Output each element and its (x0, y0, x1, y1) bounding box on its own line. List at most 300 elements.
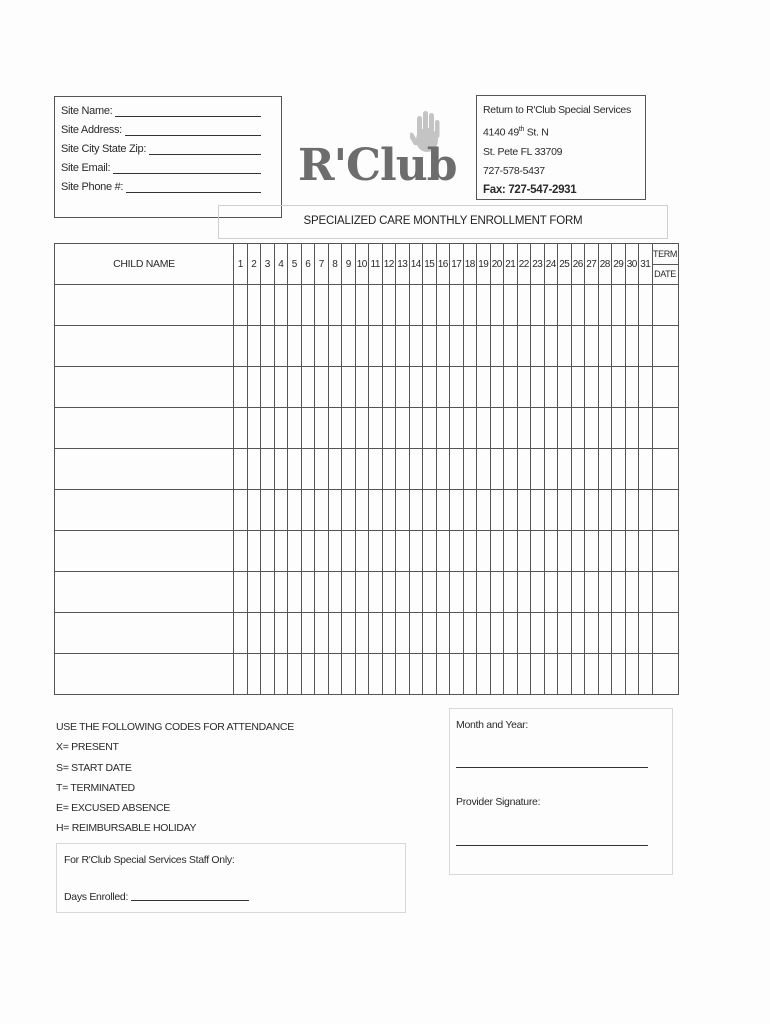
site-name-field[interactable] (115, 116, 261, 117)
attendance-cell-day-13[interactable] (396, 490, 410, 531)
term-date-cell[interactable] (652, 326, 678, 367)
attendance-cell-day-8[interactable] (328, 654, 342, 695)
attendance-cell-day-23[interactable] (531, 531, 545, 572)
attendance-cell-day-27[interactable] (585, 490, 599, 531)
attendance-cell-day-5[interactable] (288, 449, 302, 490)
term-date-cell[interactable] (652, 449, 678, 490)
attendance-cell-day-30[interactable] (625, 490, 639, 531)
attendance-cell-day-1[interactable] (234, 367, 248, 408)
child-name-cell[interactable] (55, 572, 234, 613)
attendance-cell-day-13[interactable] (396, 572, 410, 613)
attendance-cell-day-26[interactable] (571, 572, 585, 613)
attendance-cell-day-11[interactable] (369, 654, 383, 695)
attendance-cell-day-17[interactable] (450, 490, 464, 531)
attendance-cell-day-6[interactable] (301, 326, 315, 367)
attendance-cell-day-6[interactable] (301, 572, 315, 613)
site-phone-field[interactable] (126, 192, 261, 193)
attendance-cell-day-20[interactable] (490, 572, 504, 613)
attendance-cell-day-30[interactable] (625, 572, 639, 613)
attendance-cell-day-4[interactable] (274, 531, 288, 572)
attendance-cell-day-10[interactable] (355, 326, 369, 367)
term-date-cell[interactable] (652, 408, 678, 449)
attendance-cell-day-16[interactable] (436, 572, 450, 613)
attendance-cell-day-9[interactable] (342, 408, 356, 449)
attendance-cell-day-25[interactable] (558, 326, 572, 367)
attendance-cell-day-14[interactable] (409, 285, 423, 326)
attendance-cell-day-6[interactable] (301, 449, 315, 490)
attendance-cell-day-17[interactable] (450, 408, 464, 449)
attendance-cell-day-9[interactable] (342, 531, 356, 572)
days-enrolled-field[interactable] (131, 900, 249, 901)
attendance-cell-day-15[interactable] (423, 572, 437, 613)
attendance-cell-day-10[interactable] (355, 490, 369, 531)
attendance-cell-day-25[interactable] (558, 572, 572, 613)
attendance-cell-day-29[interactable] (612, 531, 626, 572)
attendance-cell-day-2[interactable] (247, 572, 261, 613)
attendance-cell-day-28[interactable] (598, 408, 612, 449)
attendance-cell-day-3[interactable] (261, 285, 275, 326)
attendance-cell-day-10[interactable] (355, 531, 369, 572)
attendance-cell-day-4[interactable] (274, 572, 288, 613)
attendance-cell-day-10[interactable] (355, 285, 369, 326)
attendance-cell-day-8[interactable] (328, 408, 342, 449)
attendance-cell-day-2[interactable] (247, 654, 261, 695)
attendance-cell-day-23[interactable] (531, 367, 545, 408)
attendance-cell-day-15[interactable] (423, 285, 437, 326)
attendance-cell-day-20[interactable] (490, 326, 504, 367)
attendance-cell-day-12[interactable] (382, 367, 396, 408)
attendance-cell-day-9[interactable] (342, 572, 356, 613)
attendance-cell-day-28[interactable] (598, 613, 612, 654)
attendance-cell-day-20[interactable] (490, 654, 504, 695)
attendance-cell-day-28[interactable] (598, 654, 612, 695)
attendance-cell-day-12[interactable] (382, 449, 396, 490)
attendance-cell-day-30[interactable] (625, 367, 639, 408)
attendance-cell-day-18[interactable] (463, 654, 477, 695)
attendance-cell-day-9[interactable] (342, 490, 356, 531)
attendance-cell-day-7[interactable] (315, 654, 329, 695)
attendance-cell-day-16[interactable] (436, 613, 450, 654)
attendance-cell-day-2[interactable] (247, 613, 261, 654)
attendance-cell-day-19[interactable] (477, 531, 491, 572)
attendance-cell-day-5[interactable] (288, 408, 302, 449)
attendance-cell-day-20[interactable] (490, 490, 504, 531)
attendance-cell-day-4[interactable] (274, 326, 288, 367)
attendance-cell-day-2[interactable] (247, 490, 261, 531)
site-address-field[interactable] (125, 135, 261, 136)
attendance-cell-day-5[interactable] (288, 531, 302, 572)
attendance-cell-day-18[interactable] (463, 408, 477, 449)
attendance-cell-day-28[interactable] (598, 572, 612, 613)
attendance-cell-day-10[interactable] (355, 408, 369, 449)
attendance-cell-day-5[interactable] (288, 613, 302, 654)
attendance-cell-day-23[interactable] (531, 613, 545, 654)
attendance-cell-day-6[interactable] (301, 654, 315, 695)
attendance-cell-day-31[interactable] (639, 531, 653, 572)
attendance-cell-day-29[interactable] (612, 408, 626, 449)
attendance-cell-day-31[interactable] (639, 449, 653, 490)
attendance-cell-day-11[interactable] (369, 367, 383, 408)
attendance-cell-day-8[interactable] (328, 285, 342, 326)
child-name-cell[interactable] (55, 613, 234, 654)
attendance-cell-day-24[interactable] (544, 572, 558, 613)
attendance-cell-day-27[interactable] (585, 367, 599, 408)
attendance-cell-day-18[interactable] (463, 490, 477, 531)
attendance-cell-day-13[interactable] (396, 285, 410, 326)
attendance-cell-day-4[interactable] (274, 490, 288, 531)
attendance-cell-day-8[interactable] (328, 490, 342, 531)
attendance-cell-day-12[interactable] (382, 285, 396, 326)
attendance-cell-day-3[interactable] (261, 367, 275, 408)
attendance-cell-day-20[interactable] (490, 408, 504, 449)
attendance-cell-day-16[interactable] (436, 285, 450, 326)
attendance-cell-day-10[interactable] (355, 572, 369, 613)
attendance-cell-day-11[interactable] (369, 408, 383, 449)
attendance-cell-day-20[interactable] (490, 531, 504, 572)
attendance-cell-day-18[interactable] (463, 531, 477, 572)
attendance-cell-day-30[interactable] (625, 408, 639, 449)
attendance-cell-day-19[interactable] (477, 613, 491, 654)
attendance-cell-day-4[interactable] (274, 449, 288, 490)
attendance-cell-day-9[interactable] (342, 326, 356, 367)
attendance-cell-day-15[interactable] (423, 613, 437, 654)
attendance-cell-day-12[interactable] (382, 490, 396, 531)
attendance-cell-day-22[interactable] (517, 326, 531, 367)
attendance-cell-day-1[interactable] (234, 531, 248, 572)
attendance-cell-day-28[interactable] (598, 285, 612, 326)
attendance-cell-day-7[interactable] (315, 367, 329, 408)
attendance-cell-day-28[interactable] (598, 326, 612, 367)
attendance-cell-day-14[interactable] (409, 572, 423, 613)
attendance-cell-day-11[interactable] (369, 285, 383, 326)
attendance-cell-day-19[interactable] (477, 408, 491, 449)
attendance-cell-day-22[interactable] (517, 531, 531, 572)
attendance-cell-day-27[interactable] (585, 326, 599, 367)
attendance-cell-day-8[interactable] (328, 572, 342, 613)
attendance-cell-day-19[interactable] (477, 490, 491, 531)
attendance-cell-day-24[interactable] (544, 490, 558, 531)
attendance-cell-day-19[interactable] (477, 449, 491, 490)
attendance-cell-day-7[interactable] (315, 613, 329, 654)
attendance-cell-day-2[interactable] (247, 531, 261, 572)
attendance-cell-day-30[interactable] (625, 326, 639, 367)
attendance-cell-day-2[interactable] (247, 285, 261, 326)
attendance-cell-day-5[interactable] (288, 572, 302, 613)
attendance-cell-day-31[interactable] (639, 572, 653, 613)
attendance-cell-day-8[interactable] (328, 449, 342, 490)
attendance-cell-day-31[interactable] (639, 490, 653, 531)
attendance-cell-day-13[interactable] (396, 449, 410, 490)
attendance-cell-day-17[interactable] (450, 326, 464, 367)
attendance-cell-day-27[interactable] (585, 449, 599, 490)
attendance-cell-day-12[interactable] (382, 408, 396, 449)
attendance-cell-day-23[interactable] (531, 326, 545, 367)
attendance-cell-day-14[interactable] (409, 326, 423, 367)
attendance-cell-day-14[interactable] (409, 490, 423, 531)
attendance-cell-day-5[interactable] (288, 490, 302, 531)
attendance-cell-day-7[interactable] (315, 285, 329, 326)
attendance-cell-day-3[interactable] (261, 531, 275, 572)
attendance-cell-day-13[interactable] (396, 531, 410, 572)
attendance-cell-day-12[interactable] (382, 531, 396, 572)
attendance-cell-day-1[interactable] (234, 613, 248, 654)
child-name-cell[interactable] (55, 326, 234, 367)
attendance-cell-day-21[interactable] (504, 285, 518, 326)
attendance-cell-day-26[interactable] (571, 367, 585, 408)
attendance-cell-day-22[interactable] (517, 408, 531, 449)
attendance-cell-day-4[interactable] (274, 367, 288, 408)
site-city-state-zip-field[interactable] (149, 154, 261, 155)
attendance-cell-day-2[interactable] (247, 449, 261, 490)
attendance-cell-day-29[interactable] (612, 449, 626, 490)
attendance-cell-day-18[interactable] (463, 449, 477, 490)
attendance-cell-day-30[interactable] (625, 531, 639, 572)
child-name-cell[interactable] (55, 490, 234, 531)
attendance-cell-day-4[interactable] (274, 408, 288, 449)
attendance-cell-day-29[interactable] (612, 654, 626, 695)
attendance-cell-day-3[interactable] (261, 613, 275, 654)
attendance-cell-day-15[interactable] (423, 531, 437, 572)
term-date-cell[interactable] (652, 367, 678, 408)
attendance-cell-day-15[interactable] (423, 654, 437, 695)
attendance-cell-day-17[interactable] (450, 449, 464, 490)
attendance-cell-day-18[interactable] (463, 285, 477, 326)
attendance-cell-day-26[interactable] (571, 531, 585, 572)
attendance-cell-day-8[interactable] (328, 367, 342, 408)
attendance-cell-day-2[interactable] (247, 326, 261, 367)
attendance-cell-day-26[interactable] (571, 449, 585, 490)
child-name-cell[interactable] (55, 285, 234, 326)
attendance-cell-day-7[interactable] (315, 531, 329, 572)
attendance-cell-day-2[interactable] (247, 367, 261, 408)
provider-signature-field[interactable] (456, 845, 648, 846)
attendance-cell-day-22[interactable] (517, 654, 531, 695)
attendance-cell-day-29[interactable] (612, 490, 626, 531)
attendance-cell-day-15[interactable] (423, 367, 437, 408)
attendance-cell-day-22[interactable] (517, 285, 531, 326)
attendance-cell-day-3[interactable] (261, 490, 275, 531)
attendance-cell-day-13[interactable] (396, 613, 410, 654)
attendance-cell-day-21[interactable] (504, 613, 518, 654)
attendance-cell-day-31[interactable] (639, 654, 653, 695)
attendance-cell-day-12[interactable] (382, 572, 396, 613)
attendance-cell-day-30[interactable] (625, 285, 639, 326)
attendance-cell-day-21[interactable] (504, 367, 518, 408)
attendance-cell-day-31[interactable] (639, 326, 653, 367)
attendance-cell-day-9[interactable] (342, 285, 356, 326)
attendance-cell-day-6[interactable] (301, 490, 315, 531)
attendance-cell-day-1[interactable] (234, 490, 248, 531)
attendance-cell-day-13[interactable] (396, 326, 410, 367)
attendance-cell-day-15[interactable] (423, 449, 437, 490)
attendance-cell-day-25[interactable] (558, 531, 572, 572)
attendance-cell-day-4[interactable] (274, 613, 288, 654)
attendance-cell-day-9[interactable] (342, 449, 356, 490)
attendance-cell-day-7[interactable] (315, 449, 329, 490)
attendance-cell-day-29[interactable] (612, 572, 626, 613)
attendance-cell-day-16[interactable] (436, 449, 450, 490)
attendance-cell-day-15[interactable] (423, 408, 437, 449)
attendance-cell-day-19[interactable] (477, 654, 491, 695)
attendance-cell-day-1[interactable] (234, 408, 248, 449)
attendance-cell-day-23[interactable] (531, 285, 545, 326)
attendance-cell-day-14[interactable] (409, 654, 423, 695)
attendance-cell-day-6[interactable] (301, 408, 315, 449)
attendance-cell-day-26[interactable] (571, 654, 585, 695)
attendance-cell-day-17[interactable] (450, 572, 464, 613)
attendance-cell-day-27[interactable] (585, 572, 599, 613)
attendance-cell-day-17[interactable] (450, 285, 464, 326)
attendance-cell-day-25[interactable] (558, 408, 572, 449)
attendance-cell-day-25[interactable] (558, 613, 572, 654)
attendance-cell-day-26[interactable] (571, 326, 585, 367)
attendance-cell-day-22[interactable] (517, 449, 531, 490)
attendance-cell-day-17[interactable] (450, 367, 464, 408)
attendance-cell-day-23[interactable] (531, 654, 545, 695)
attendance-cell-day-15[interactable] (423, 490, 437, 531)
attendance-cell-day-21[interactable] (504, 326, 518, 367)
attendance-cell-day-16[interactable] (436, 408, 450, 449)
attendance-cell-day-21[interactable] (504, 572, 518, 613)
attendance-cell-day-24[interactable] (544, 531, 558, 572)
child-name-cell[interactable] (55, 408, 234, 449)
attendance-cell-day-28[interactable] (598, 531, 612, 572)
attendance-cell-day-18[interactable] (463, 613, 477, 654)
attendance-cell-day-28[interactable] (598, 490, 612, 531)
attendance-cell-day-7[interactable] (315, 490, 329, 531)
attendance-cell-day-24[interactable] (544, 449, 558, 490)
attendance-cell-day-14[interactable] (409, 408, 423, 449)
attendance-cell-day-21[interactable] (504, 490, 518, 531)
attendance-cell-day-1[interactable] (234, 572, 248, 613)
attendance-cell-day-29[interactable] (612, 367, 626, 408)
attendance-cell-day-12[interactable] (382, 326, 396, 367)
attendance-cell-day-14[interactable] (409, 367, 423, 408)
attendance-cell-day-24[interactable] (544, 613, 558, 654)
attendance-cell-day-21[interactable] (504, 531, 518, 572)
attendance-cell-day-25[interactable] (558, 490, 572, 531)
attendance-cell-day-5[interactable] (288, 367, 302, 408)
attendance-cell-day-11[interactable] (369, 531, 383, 572)
attendance-cell-day-27[interactable] (585, 531, 599, 572)
attendance-cell-day-31[interactable] (639, 613, 653, 654)
attendance-cell-day-14[interactable] (409, 531, 423, 572)
attendance-cell-day-18[interactable] (463, 326, 477, 367)
attendance-cell-day-20[interactable] (490, 285, 504, 326)
attendance-cell-day-18[interactable] (463, 367, 477, 408)
child-name-cell[interactable] (55, 367, 234, 408)
attendance-cell-day-25[interactable] (558, 654, 572, 695)
attendance-cell-day-31[interactable] (639, 367, 653, 408)
attendance-cell-day-9[interactable] (342, 367, 356, 408)
attendance-cell-day-24[interactable] (544, 408, 558, 449)
attendance-cell-day-23[interactable] (531, 408, 545, 449)
attendance-cell-day-30[interactable] (625, 449, 639, 490)
attendance-cell-day-16[interactable] (436, 490, 450, 531)
attendance-cell-day-30[interactable] (625, 613, 639, 654)
attendance-cell-day-12[interactable] (382, 613, 396, 654)
attendance-cell-day-6[interactable] (301, 531, 315, 572)
attendance-cell-day-2[interactable] (247, 408, 261, 449)
attendance-cell-day-28[interactable] (598, 367, 612, 408)
attendance-cell-day-16[interactable] (436, 531, 450, 572)
attendance-cell-day-8[interactable] (328, 613, 342, 654)
term-date-cell[interactable] (652, 531, 678, 572)
attendance-cell-day-3[interactable] (261, 326, 275, 367)
attendance-cell-day-29[interactable] (612, 326, 626, 367)
attendance-cell-day-11[interactable] (369, 326, 383, 367)
attendance-cell-day-3[interactable] (261, 572, 275, 613)
attendance-cell-day-25[interactable] (558, 449, 572, 490)
attendance-cell-day-11[interactable] (369, 490, 383, 531)
term-date-cell[interactable] (652, 572, 678, 613)
attendance-cell-day-3[interactable] (261, 654, 275, 695)
attendance-cell-day-27[interactable] (585, 408, 599, 449)
attendance-cell-day-19[interactable] (477, 285, 491, 326)
attendance-cell-day-8[interactable] (328, 326, 342, 367)
attendance-cell-day-5[interactable] (288, 326, 302, 367)
attendance-cell-day-29[interactable] (612, 613, 626, 654)
attendance-cell-day-20[interactable] (490, 613, 504, 654)
attendance-cell-day-31[interactable] (639, 408, 653, 449)
attendance-cell-day-30[interactable] (625, 654, 639, 695)
attendance-cell-day-9[interactable] (342, 613, 356, 654)
attendance-cell-day-1[interactable] (234, 326, 248, 367)
attendance-cell-day-18[interactable] (463, 572, 477, 613)
attendance-cell-day-25[interactable] (558, 367, 572, 408)
child-name-cell[interactable] (55, 449, 234, 490)
attendance-cell-day-13[interactable] (396, 408, 410, 449)
attendance-cell-day-7[interactable] (315, 572, 329, 613)
attendance-cell-day-11[interactable] (369, 572, 383, 613)
attendance-cell-day-3[interactable] (261, 408, 275, 449)
term-date-cell[interactable] (652, 285, 678, 326)
attendance-cell-day-11[interactable] (369, 613, 383, 654)
attendance-cell-day-24[interactable] (544, 285, 558, 326)
attendance-cell-day-17[interactable] (450, 613, 464, 654)
attendance-cell-day-10[interactable] (355, 654, 369, 695)
attendance-cell-day-17[interactable] (450, 531, 464, 572)
attendance-cell-day-5[interactable] (288, 285, 302, 326)
month-year-field[interactable] (456, 767, 648, 768)
attendance-cell-day-19[interactable] (477, 326, 491, 367)
attendance-cell-day-24[interactable] (544, 326, 558, 367)
attendance-cell-day-24[interactable] (544, 367, 558, 408)
attendance-cell-day-17[interactable] (450, 654, 464, 695)
child-name-cell[interactable] (55, 654, 234, 695)
attendance-cell-day-19[interactable] (477, 572, 491, 613)
attendance-cell-day-27[interactable] (585, 654, 599, 695)
attendance-cell-day-27[interactable] (585, 285, 599, 326)
attendance-cell-day-28[interactable] (598, 449, 612, 490)
attendance-cell-day-13[interactable] (396, 367, 410, 408)
attendance-cell-day-6[interactable] (301, 285, 315, 326)
attendance-cell-day-6[interactable] (301, 613, 315, 654)
attendance-cell-day-22[interactable] (517, 572, 531, 613)
attendance-cell-day-3[interactable] (261, 449, 275, 490)
attendance-cell-day-13[interactable] (396, 654, 410, 695)
attendance-cell-day-1[interactable] (234, 654, 248, 695)
attendance-cell-day-16[interactable] (436, 367, 450, 408)
attendance-cell-day-9[interactable] (342, 654, 356, 695)
attendance-cell-day-22[interactable] (517, 613, 531, 654)
attendance-cell-day-29[interactable] (612, 285, 626, 326)
attendance-cell-day-21[interactable] (504, 449, 518, 490)
attendance-cell-day-19[interactable] (477, 367, 491, 408)
attendance-cell-day-12[interactable] (382, 654, 396, 695)
term-date-cell[interactable] (652, 654, 678, 695)
attendance-cell-day-8[interactable] (328, 531, 342, 572)
